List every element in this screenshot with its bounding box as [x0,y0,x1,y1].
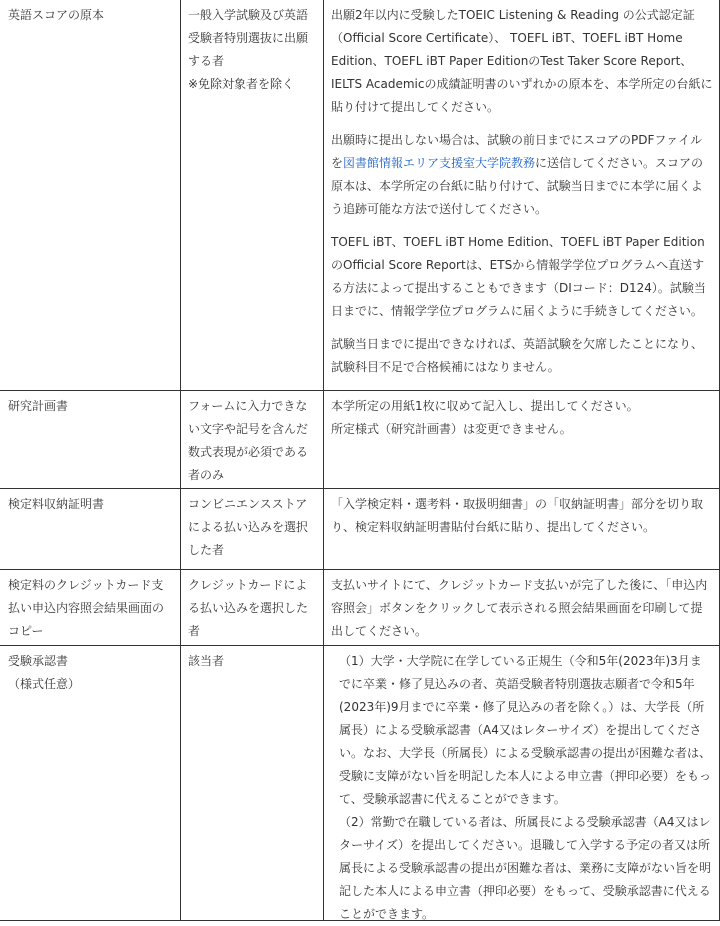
target-cell [180,489,323,569]
document-name: 検定料収納証明書 [8,497,105,511]
description-text: 「入学検定料・選考料・取扱明細書」の「収納証明書」部分を切り取り、検定料収納証明書貼付台紙に貼り、提出してください。 [331,497,704,534]
document-name-cell [0,570,180,645]
document-name-cell [0,489,180,569]
table-row [0,646,720,921]
description-cell [323,489,720,569]
table-row [0,0,720,391]
target-note: ※免除対象者を除く [188,77,295,91]
document-name: 研究計画書 [8,399,69,413]
document-name-cell [0,0,180,390]
description-cell [323,391,720,488]
target-text: 該当者 [188,654,225,668]
description-paragraph: 試験当日までに提出できなければ、英語試験を欠席したことになり、試験科目不足で合格候補にはなりません。 [331,337,704,374]
document-name-note: （様式任意） [8,677,81,691]
description-cell [323,646,720,920]
description-cell [323,570,720,645]
document-name-cell [0,646,180,920]
target-cell [180,391,323,488]
target-cell [180,570,323,645]
target-text: フォームに入力できない文字や記号を含んだ数式表現が必須である者のみ [188,399,309,482]
table-row [0,391,720,489]
document-name: 検定料のクレジットカード支払い申込内容照会結果画面のコピー [8,578,165,638]
description-cell [323,0,720,390]
description-line: 所定様式（研究計画書）は変更できません。 [331,422,572,436]
description-item: （2）常勤で在職している者は、所属長による受験承認書（A4又はレターサイズ）を提出してください。退職して入学する予定の者又は所属長による受験承認書の提出が困難な者は、業務に支障がない旨を明記した本人による申立書（押印必要）をもって、受験承認書に代えることができます。 [339,815,712,921]
document-name: 受験承認書 [8,654,69,668]
office-contact-link[interactable]: 図書館情報エリア支援室大学院教務 [343,156,536,170]
table-row [0,489,720,570]
description-text: 支払いサイトにて、クレジットカード支払いが完了した後に、「申込内容照会」ボタンをクリックして表示される照会結果画面を印刷して提出してください。 [331,578,708,638]
paragraph-text: に送信してください。スコアの原本は、本学所定の台紙に貼り付けて、試験当日までに本学に届くよう追跡可能な方法で送付してください。 [331,156,704,216]
description-paragraph: 出願2年以内に受験したTOEIC Listening & Reading の公式認定証（Official Score Certificate）、 TOEFL iBT、TOEFL iBT Home Edition、TOEFL iBT Paper EditionのTest Taker Score Report、IELTS Academicの成績証明書のいずれかの原本を、本学所定の台紙に貼り付けて提出してください。 [331,8,713,114]
document-name-cell [0,391,180,488]
document-name: 英語スコアの原本 [8,8,105,22]
target-text: 一般入学試験及び英語受験者特別選抜に出願する者 [188,8,309,68]
description-item: （1）大学・大学院に在学している正規生（令和5年(2023年)3月までに卒業・修了見込みの者、英語受験者特別選抜志願者で令和5年(2023年)9月までに卒業・修了見込みの者を除く。）は、大学長（所属長）による受験承認書（A4又はレターサイズ）を提出してください。なお、大学長（所属長）による受験承認書の提出が困難な者は、受験に支障がない旨を明記した本人による申立書（押印必要）をもって、受験承認書に代えることができます。 [339,654,712,806]
target-cell [180,0,323,390]
target-cell [180,646,323,920]
paragraph-text: 出願時に提出しない場合は、試験の前日までにスコアのPDFファイルを [331,133,703,170]
description-paragraph: TOEFL iBT、TOEFL iBT Home Edition、TOEFL iBT Paper EditionのOfficial Score Reportは、ETSから情報学学位プログラムへ直送する方法によって提出することもできます（DIコード：D124）。試験当日までに、情報学学位プログラムに届くように手続きしてください。 [331,235,706,318]
description-paragraph-with-link [331,129,713,221]
target-text: クレジットカードによる払い込みを選択した者 [188,578,309,638]
target-text: コンビニエンスストアによる払い込みを選択した者 [188,497,309,557]
table-row [0,570,720,646]
description-line: 本学所定の用紙1枚に収めて記入し、提出してください。 [331,399,639,413]
